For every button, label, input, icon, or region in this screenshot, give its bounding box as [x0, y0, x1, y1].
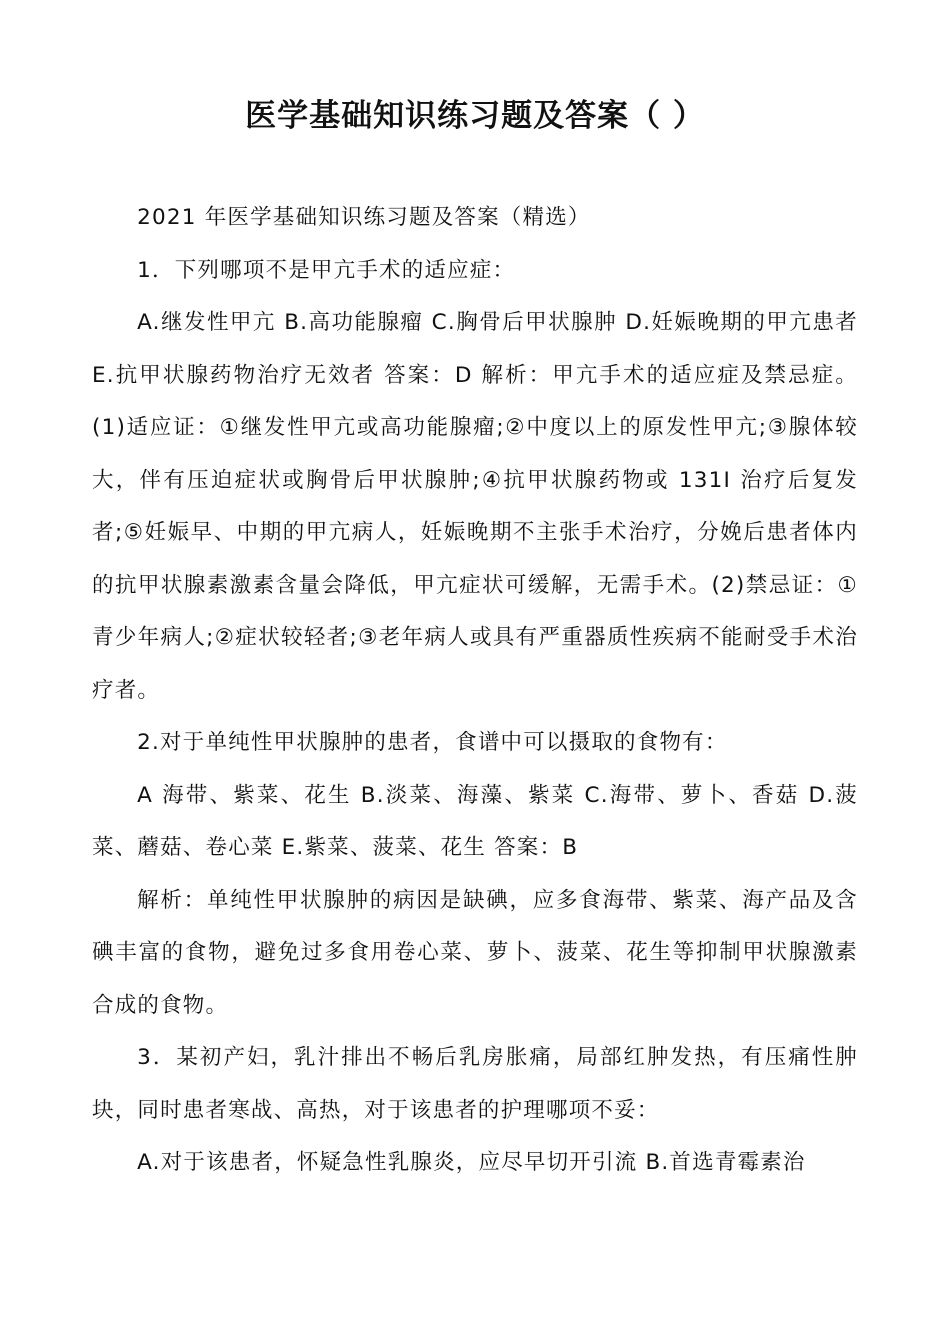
paragraph-question-3: 3．某初产妇，乳汁排出不畅后乳房胀痛，局部红肿发热，有压痛性肿块，同时患者寒战、高热，对于该患者的护理哪项不妥：	[92, 1045, 858, 1123]
paragraph-question-2-analysis: 解析：单纯性甲状腺肿的病因是缺碘，应多食海带、紫菜、海产品及含碘丰富的食物，避免过多食用卷心菜、萝卜、菠菜、花生等抑制甲状腺激素合成的食物。	[92, 887, 858, 1018]
document-body	[92, 192, 858, 1190]
paragraph-subtitle: 2021 年医学基础知识练习题及答案（精选）	[137, 205, 591, 230]
paragraph-question-2-options-answer: A 海带、紫菜、花生 B.淡菜、海藻、紫菜 C.海带、萝卜、香菇 D.菠菜、蘑菇、卷心菜 E.紫菜、菠菜、花生 答案：B	[92, 782, 858, 860]
paragraph-question-1-options-answer: A.继发性甲亢 B.高功能腺瘤 C.胸骨后甲状腺肿 D.妊娠晚期的甲亢患者 E.抗甲状腺药物治疗无效者 答案：D 解析：甲亢手术的适应症及禁忌症。(1)适应证：①继发性甲亢或高功能腺瘤;②中度以上的原发性甲亢;③腺体较大，伴有压迫症状或胸骨后甲状腺肿;④抗甲状腺药物或 131I 治疗后复发者;⑤妊娠早、中期的甲亢病人，妊娠晚期不主张手术治疗，分娩后患者体内的抗甲状腺素激素含量会降低，甲亢症状可缓解，无需手术。(2)禁忌证：①青少年病人;②症状较轻者;③老年病人或具有严重器质性疾病不能耐受手术治疗者。	[92, 310, 858, 703]
paragraph-question-2: 2.对于单纯性甲状腺肿的患者，食谱中可以摄取的食物有：	[137, 730, 728, 755]
document-title: 医学基础知识练习题及答案（ ）	[245, 98, 705, 134]
paragraph-question-1: 1．下列哪项不是甲亢手术的适应症：	[137, 257, 516, 283]
paragraph-question-3-options: A.对于该患者，怀疑急性乳腺炎，应尽早切开引流 B.首选青霉素治	[137, 1150, 806, 1175]
